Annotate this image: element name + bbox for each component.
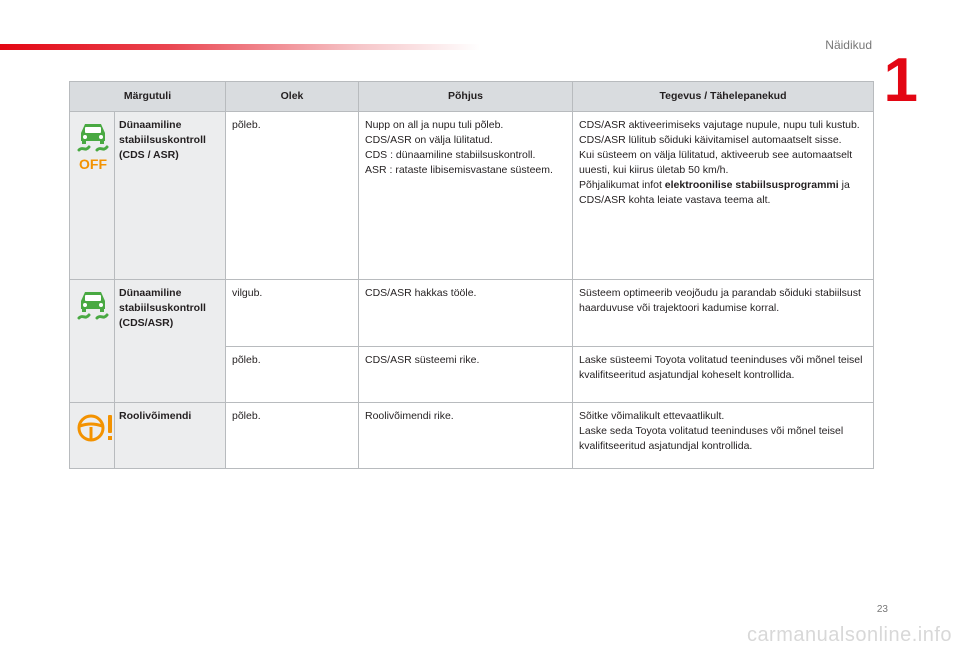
action-line: CDS/ASR aktiveerimiseks vajutage nupule, nupu tuli kustub. [579, 119, 860, 131]
column-header-state: Olek [226, 82, 359, 112]
action-reference [579, 178, 867, 208]
table-row [70, 403, 874, 469]
action-line: Kui süsteem on välja lülitatud, aktiveerub see automaatselt uuesti, kui kiirus ületab 50 km/h. [579, 149, 853, 176]
action-line: CDS/ASR lülitub sõiduki käivitamisel automaatselt sisse. [579, 134, 842, 146]
column-header-action: Tegevus / Tähelepanekud [573, 82, 874, 112]
column-header-indicator: Märgutuli [70, 82, 226, 112]
action-ref-text: ja CDS/ASR kohta leiate vastava teema alt. [579, 179, 850, 206]
cause-line: ASR : rataste libisemisvastane süsteem. [365, 164, 553, 176]
indicator-name: Dünaamiline stabiilsuskontroll (CDS/ASR) [115, 280, 226, 403]
page-number: 23 [876, 604, 888, 615]
indicator-name: Roolivõimendi [115, 403, 226, 469]
indicator-state: põleb. [226, 347, 359, 403]
header-accent-bar [0, 44, 480, 50]
indicator-action: Laske süsteemi Toyota volitatud teeninduses või mõnel teisel kvalifitseeritud asjatundjal koheselt kontrollida. [573, 347, 874, 403]
indicator-cause: CDS/ASR hakkas tööle. [359, 280, 573, 347]
indicator-icon-cell [70, 280, 115, 403]
section-title: Näidikud [825, 38, 872, 52]
indicator-action [573, 112, 874, 280]
indicator-state: põleb. [226, 112, 359, 280]
column-header-cause: Põhjus [359, 82, 573, 112]
svg-text:OFF: OFF [79, 156, 107, 172]
car-skid-off-icon [76, 120, 110, 172]
indicator-state: põleb. [226, 403, 359, 469]
table-header-row [70, 82, 874, 112]
indicator-cause [359, 112, 573, 280]
cause-line: CDS : dünaamiline stabiilsuskontroll. [365, 149, 536, 161]
cause-line: CDS/ASR on välja lülitatud. [365, 134, 493, 146]
table-row [70, 280, 874, 347]
indicator-icon-cell [70, 403, 115, 469]
action-ref-text: Põhjalikumat infot [579, 179, 665, 191]
table-row [70, 112, 874, 280]
indicator-action [573, 403, 874, 469]
action-line: Sõitke võimalikult ettevaatlikult. [579, 410, 725, 422]
warning-lights-table [69, 81, 874, 469]
indicator-name: Dünaamiline stabiilsuskontroll (CDS / ASR) [115, 112, 226, 280]
action-line: Laske seda Toyota volitatud teeninduses või mõnel teisel kvalifitseeritud asjatundjal kontrollida. [579, 425, 844, 452]
chapter-number: 1 [883, 46, 918, 115]
action-ref-topic: elektroonilise stabiilsusprogrammi [664, 179, 839, 191]
indicator-cause: Roolivõimendi rike. [359, 403, 573, 469]
cause-line: Nupp on all ja nupu tuli põleb. [365, 119, 504, 131]
car-skid-icon [76, 288, 110, 322]
indicator-icon-cell [70, 112, 115, 280]
steering-wheel-warning-icon [76, 411, 116, 445]
indicator-state: vilgub. [226, 280, 359, 347]
watermark: carmanualsonline.info [746, 624, 952, 646]
indicator-cause: CDS/ASR süsteemi rike. [359, 347, 573, 403]
indicator-action: Süsteem optimeerib veojõudu ja parandab sõiduki stabiilsust haarduvuse või trajektoori kadumise korral. [573, 280, 874, 347]
